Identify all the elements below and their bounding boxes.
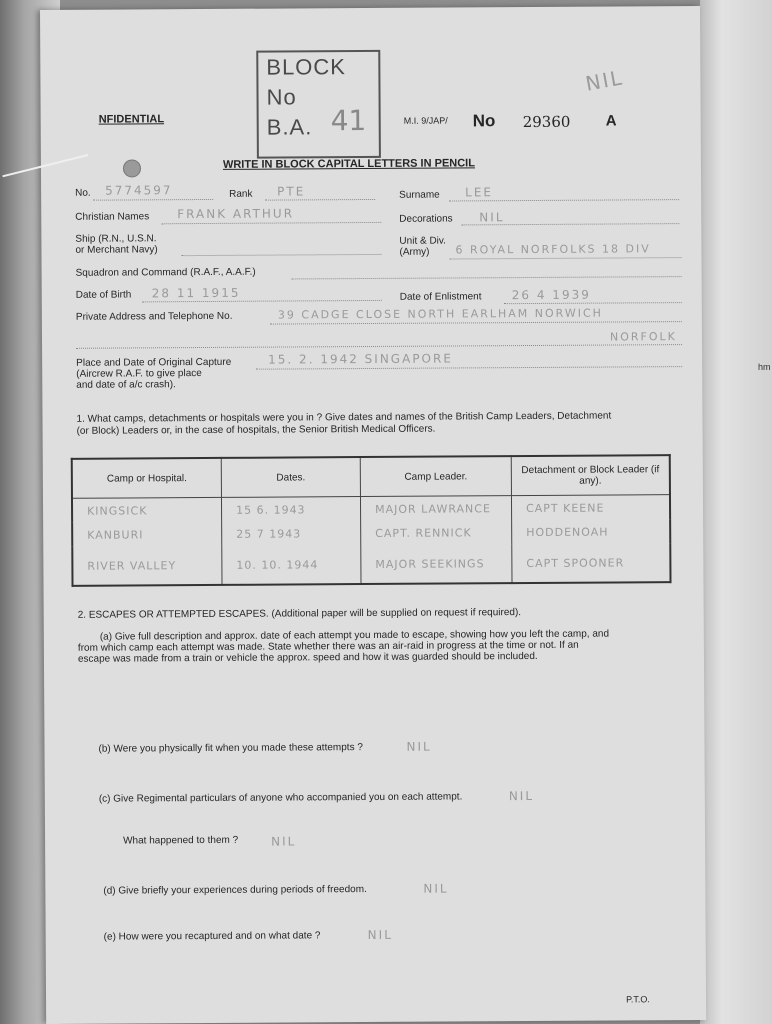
form-line — [142, 300, 382, 302]
stamp-handwritten-number: 41 — [330, 104, 367, 138]
table-cell: 15 6. 1943 — [221, 497, 360, 522]
table-header-row — [72, 455, 670, 498]
rank-label: Rank — [229, 188, 253, 200]
table-cell: MAJOR LAWRANCE — [360, 496, 511, 521]
question-1-text: 1. What camps, detachments or hospitals were you in ? Give dates and names of the British Camp Leaders, Detachment — [76, 410, 612, 425]
surname-value: LEE — [465, 185, 494, 200]
question-2-title: 2. ESCAPES OR ATTEMPTED ESCAPES. (Additional paper will be supplied on request if required). — [77, 607, 522, 621]
question-2d-answer: NIL — [423, 881, 449, 896]
column-header: Detachment or Block Leader (if any). — [511, 455, 670, 495]
question-2b-text: (b) Were you physically fit when you made these attempts ? — [98, 742, 363, 755]
stamp-line: BLOCK — [266, 54, 347, 80]
confidential-label: NFIDENTIAL — [98, 113, 165, 126]
question-2e-answer: NIL — [367, 927, 393, 943]
table-cell: HODDENOAH — [512, 519, 671, 544]
column-header: Camp Leader. — [360, 456, 511, 496]
question-2a-text-3: escape was made from a train or vehicle the approx. speed and how it was guarded should be included. — [77, 650, 538, 665]
question-2d-text: (d) Give briefly your experiences during periods of freedom. — [103, 884, 367, 897]
form-line — [449, 199, 679, 201]
table-cell: 10. 10. 1944 — [222, 545, 361, 585]
unit-label: Unit & Div. — [399, 235, 446, 247]
form-line — [76, 344, 682, 349]
form-line — [161, 222, 381, 224]
no-label: No. — [75, 187, 91, 199]
decorations-value: NIL — [479, 210, 505, 225]
capture-label-3: and date of a/c crash). — [76, 379, 176, 391]
dob-value: 28 11 1915 — [151, 285, 241, 301]
table-cell: CAPT. RENNICK — [361, 520, 512, 545]
question-2c-answer: NIL — [508, 788, 535, 804]
background-pages-right — [700, 0, 772, 1024]
form-line — [292, 276, 682, 279]
question-2e-text: (e) How were you recaptured and on what date ? — [103, 930, 321, 943]
rank-value: PTE — [277, 184, 306, 199]
document-number: 29360 — [522, 112, 571, 132]
form-line — [270, 321, 682, 325]
column-header: Camp or Hospital. — [72, 458, 222, 498]
ship-label-2: or Merchant Navy) — [75, 244, 158, 256]
question-2c-followup: What happened to them ? — [123, 834, 239, 847]
enlistment-label: Date of Enlistment — [399, 291, 482, 303]
dob-label: Date of Birth — [75, 289, 132, 301]
table-cell: KANBURI — [72, 522, 222, 547]
number-suffix: A — [605, 112, 617, 130]
pto-label: P.T.O. — [626, 994, 650, 1005]
nil-annotation: NIL — [583, 65, 626, 96]
question-2a-text-2: from which camp each attempt was made. State whether there was an air-raid in progress at the time or not. If an — [77, 639, 579, 654]
enlistment-value: 26 4 1939 — [511, 287, 591, 303]
behind-page-text: hm — [758, 362, 771, 372]
camps-table — [71, 454, 672, 587]
service-number-value: 5774597 — [105, 183, 173, 198]
table-row — [72, 543, 670, 586]
decorations-label: Decorations — [399, 213, 453, 225]
address-value-2: NORFOLK — [609, 330, 677, 344]
table-row — [72, 495, 670, 523]
form-line — [450, 257, 682, 259]
table-cell: CAPT SPOONER — [512, 543, 671, 583]
unit-value: 6 ROYAL NORFOLKS 18 DIV — [455, 242, 651, 257]
form-line — [182, 254, 382, 256]
document-page — [40, 6, 706, 1024]
question-2c-text: (c) Give Regimental particulars of anyone who accompanied you on each attempt. — [98, 791, 463, 805]
number-label: No — [472, 111, 496, 131]
surname-label: Surname — [399, 189, 440, 201]
form-line — [256, 366, 682, 370]
christian-names-value: FRANK ARTHUR — [177, 206, 295, 222]
table-cell: KINGSICK — [72, 497, 222, 522]
christian-names-label: Christian Names — [75, 211, 150, 223]
punch-hole — [123, 159, 141, 177]
unit-label-2: (Army) — [399, 246, 430, 258]
stamp-line: B.A. — [266, 114, 313, 140]
table-cell: CAPT KEENE — [511, 495, 670, 520]
form-line — [93, 199, 213, 201]
column-header: Dates. — [221, 457, 360, 497]
form-line — [265, 199, 375, 201]
table-cell: MAJOR SEEKINGS — [361, 544, 512, 584]
mi-reference: M.I. 9/JAP/ — [403, 115, 448, 126]
table-row — [72, 519, 670, 547]
question-1-text-2: (or Block) Leaders or, in the case of hospitals, the Senior British Medical Officers. — [76, 423, 436, 437]
question-2c-followup-answer: NIL — [271, 834, 297, 849]
table-cell: 25 7 1943 — [222, 521, 361, 546]
capture-label: Place and Date of Original Capture — [76, 356, 232, 369]
instruction-heading: WRITE IN BLOCK CAPITAL LETTERS IN PENCIL — [222, 157, 475, 171]
form-line — [461, 223, 679, 225]
address-label: Private Address and Telephone No. — [75, 310, 233, 323]
question-2a-text: (a) Give full description and approx. date of each attempt you made to escape, showing how you left the camp, and — [99, 628, 610, 643]
stamp-line: No — [266, 84, 297, 110]
squadron-label: Squadron and Command (R.A.F., A.A.F.) — [75, 266, 256, 279]
form-line — [504, 302, 682, 304]
capture-label-2: (Aircrew R.A.F. to give place — [76, 368, 202, 380]
table-cell: RIVER VALLEY — [72, 546, 222, 586]
capture-value: 15. 2. 1942 SINGAPORE — [268, 351, 453, 367]
address-value: 39 CADGE CLOSE NORTH EARLHAM NORWICH — [277, 306, 603, 322]
ship-label: Ship (R.N., U.S.N. — [75, 233, 157, 245]
question-2b-answer: NIL — [406, 739, 432, 754]
